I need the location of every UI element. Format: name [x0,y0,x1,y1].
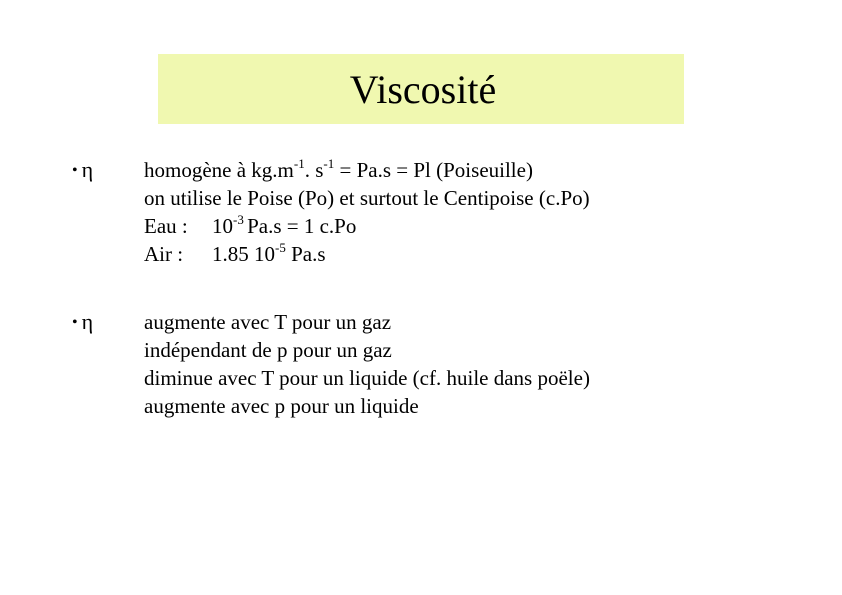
air-label: Air : [144,242,184,266]
block2-line2: indépendant de p pour un gaz [144,338,392,362]
block2-line3: diminue avec T pour un liquide (cf. huile dans poële) [144,366,590,390]
block2-line4: augmente avec p pour un liquide [144,394,419,418]
eta-symbol: η [81,309,94,334]
bullet-eta-2 [72,308,93,337]
block2-line1: augmente avec T pour un gaz [144,310,392,334]
block1-line3: Eau : $10^{-3}$ Pa.s = 1 c.Po [144,212,357,238]
bullet-dot: • [72,162,78,179]
slide-title: Viscosité [349,67,497,112]
eta-symbol: η [81,157,94,182]
block1-line2: on utilise le Poise (Po) et surtout le Centipoise (c.Po) [144,186,590,210]
eau-label: Eau : [144,214,188,238]
block1-line4: Air : 1.85 $10^{-5}$ Pa.s [144,240,326,266]
block1-line1: homogène à $kg.m^{-1}$. $s^{-1} = Pa.s = Pl$ (Poiseuille) [144,156,533,182]
bullet-eta-1 [72,156,93,185]
bullet-dot: • [72,314,78,331]
